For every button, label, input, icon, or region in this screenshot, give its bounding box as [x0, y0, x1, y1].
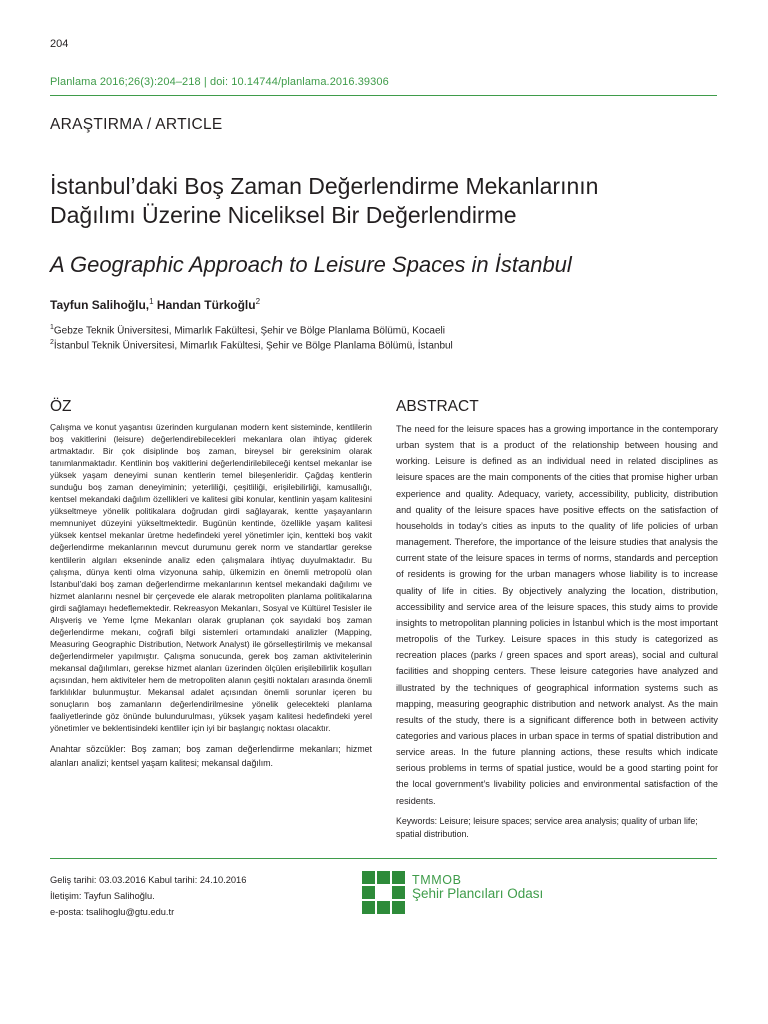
footer-info	[50, 872, 246, 920]
keywords-label: Anahtar sözcükler:	[50, 744, 126, 755]
author-affiliation-mark: 1	[149, 297, 154, 306]
header-rule	[50, 95, 717, 96]
contact-author: İletişim: Tayfun Salihoğlu.	[50, 891, 155, 901]
publisher-logo	[362, 866, 572, 914]
oz-heading: ÖZ	[50, 398, 72, 415]
abstract-keywords	[396, 815, 718, 842]
affiliation: $^1$Gebze Teknik Üniversitesi, Mimarlık Fakültesi, Şehir ve Bölge Planlama Bölümü, Kocaeli	[50, 324, 445, 337]
authors	[50, 297, 260, 312]
abstract-heading: ABSTRACT	[396, 398, 479, 415]
received-dates: Geliş tarihi: 03.03.2016 Kabul tarihi: 24.10.2016	[50, 875, 247, 885]
logo-line-1: TMMOB	[412, 873, 462, 887]
keywords-text: Leisure; leisure spaces; service area analysis; quality of urban life; spatial distribution.	[396, 815, 698, 840]
author-name: Tayfun Salihoğlu,	[50, 298, 150, 312]
keywords-label: Keywords:	[396, 815, 438, 826]
oz-keywords	[50, 743, 372, 770]
title-turkish	[50, 172, 730, 230]
author-name: Handan Türkoğlu	[156, 298, 256, 312]
tmmob-logo-icon	[362, 871, 406, 915]
affiliation: $^2$İstanbul Teknik Üniversitesi, Mimarlık Fakültesi, Şehir ve Bölge Planlama Bölümü, İstanbul	[50, 339, 453, 352]
keywords-text: Boş zaman; boş zaman değerlendirme mekanları; hizmet alanları analizi; kentsel yaşam kalitesi; mekansal dağılım.	[50, 744, 372, 768]
page-number: 204	[50, 38, 69, 50]
logo-line-2: Şehir Plancıları Odası	[412, 886, 544, 901]
title-english: A Geographic Approach to Leisure Spaces in İstanbul	[50, 252, 572, 277]
title-turkish-line-1: İstanbul’daki Boş Zaman Değerlendirme Mekanlarının	[50, 173, 599, 199]
oz-body: Çalışma ve konut yaşantısı üzerinden kurgulanan modern kent sisteminde, kentlilerin boş vakitlerini (leisure) değerlendirebilecekleri mekanlara olan ihtiyaç giderek artmaktadır. Bir çok disiplinde boş zaman, bireysel bir gereksinim olarak tanımlanmaktadır. Kentlinin boş vakitlerini değerlendirilebileceği kentsel mekanlar ise yüksek yaşam deneyimi sunan kentlerin temel bileşenleridir. Çağdaş kentlerin sunduğu boş zaman deneyiminin; yeterliliği, çeşitliliği, erişilebilirliği, kamusallığı, kentsel mekandaki dağılım özellikleri ve kalitesi gibi konular, kentlinin yaşam kalitesini yükseltmeye yönelik politikalara doğrudan girdi sağlayarak, kentte yaşayanların memnuniyet düzeyini yükseltmektedir. Bugünün kentinde, özellikle yaşam kalitesi yüksek kentsel mekanlar üretme hedefindeki yerel yönetimler için, kentteki boş vakit değerlendirme mekanlarının mevcut durumunu gerek norm ve standartlar gerekse kentlilerin algıları ekseninde analiz eden çalışmalara ihtiyaç duyulmaktadır. Bu çalışma, dünya kenti olma vizyonuna sahip, ülkemizin en önemli metropolü olan İstanbul’daki boş zaman değerlendirme mekanlarının kentsel mekandaki dağılımı ve hizmet alanlarını nesnel bir çerçevede ele alarak metropoliten planlama politikalarına girdi sağlamayı hedeflemektedir. Rekreasyon Mekanları, Sosyal ve Kültürel Tesisler ile Alışveriş ve Yeme İçme Mekanları olarak gruplanan çok sayıdaki boş zaman değerlendirme mekanı, coğrafi bilgi sistemleri ortamındaki analizler (Mapping, Measuring Geographic Distribution, Network Analyst) ile görselleştirilmiş ve mekansal değerlendirmeler yapılmıştır. Çalışma sonucunda, gerek boş zaman aktivitelerinin mekansal dağılımları, gerekse hizmet alanları üzerinden ölçülen erişilebilirlik koşulları açısından, hem aktiviteler hem de metropoliten alanın çeşitli noktaları arasında önemli farklılıklar bulunmuştur. Mekansal adalet açısından önemli sorunlar içeren bu sonuçların boş zamanların değerlendirilmesine yönelik gelecekteki planlama faaliyetlerinde göz önünde bulundurulması, yüksek yaşam kalitesi hedefindeki yerel yönetimler ve beklentisindeki kentliler için iyi bir başlangıç noktası olacaktır.	[50, 422, 372, 734]
title-turkish-line-2: Dağılımı Üzerine Niceliksel Bir Değerlendirme	[50, 202, 517, 228]
footer-rule	[50, 858, 717, 859]
author-affiliation-mark: 2	[255, 297, 261, 306]
article-type: ARAŞTIRMA / ARTICLE	[50, 116, 223, 133]
contact-email: e-posta: tsalihoglu@gtu.edu.tr	[50, 907, 175, 917]
abstract-body: The need for the leisure spaces has a growing importance in the contemporary urban system that is a product of the relationship between housing and working. Leisure is defined as an individual need in related disciplines as leisure spaces are the main components of the cities that promise higher urban experience and quality. Adequacy, variety, accessibility, publicity, distribution and quality of the leisure spaces have positive effects on the satisfaction of households in today’s cities as inputs to the quality of life policies of urban management. Therefore, the importance of the leisure studies that analysis the current state of the leisure spaces in terms of norms, standards and perception of residents is growing for the urban managers whose liability is to increase quality of life in cities. By objectively analyzing the location, distribution, accessibility and service area of the leisure spaces, this study aims to provide insights to metropolitan planning policies in İstanbul which is the most important metropolis of the Turkey. Leisure spaces in this study is categorized as recreation places (parks / green spaces and sport areas), social and cultural facilities and shopping centers. These leisure categories have analyzed and illustrated by the techniques of geographical information systems such as mapping, measuring geographic distribution and network analyst. As the main results of the study, there is a significant difference both in between activity categories and various places in urban space in terms of spatial distribution and service areas. In the future planning actions, these results which indicate serious problems in terms of spatial justice, would be a good starting point for the local government’s livability policies and environmental satisfaction of the residents.	[396, 424, 718, 806]
abstract-column	[396, 398, 718, 842]
oz-column	[50, 398, 372, 770]
journal-citation: Planlama 2016;26(3):204–218 | doi: 10.14744/planlama.2016.39306	[50, 76, 389, 88]
